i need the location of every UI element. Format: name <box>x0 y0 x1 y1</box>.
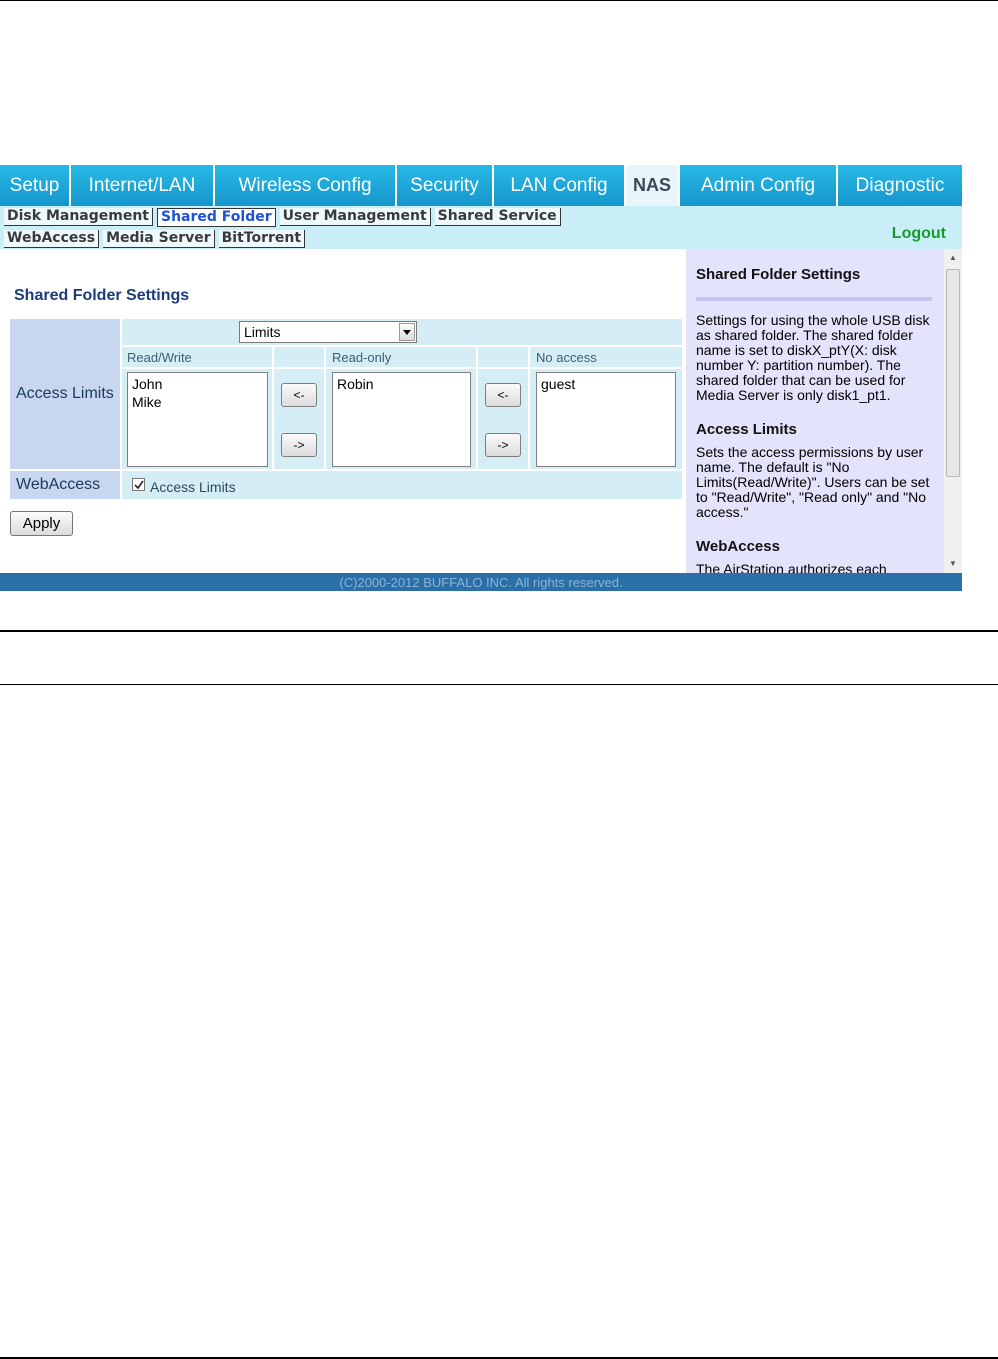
read-write-user-list[interactable]: John Mike <box>127 372 268 467</box>
tab-nas[interactable]: NAS <box>626 165 680 206</box>
na-list-cell <box>530 369 682 469</box>
scroll-thumb[interactable] <box>946 269 960 477</box>
ro-list-cell <box>326 369 476 469</box>
rule-upper <box>0 630 998 632</box>
read-only-user-list[interactable]: Robin <box>332 372 471 467</box>
subtab-disk-management[interactable]: Disk Management <box>4 208 153 226</box>
help-webaccess-heading: WebAccess <box>696 538 780 555</box>
help-scrollbar[interactable] <box>944 249 962 573</box>
webaccess-checkbox-label: Access Limits <box>150 479 236 495</box>
subtab-shared-folder[interactable]: Shared Folder <box>157 208 276 227</box>
rw-header-cell <box>122 347 272 367</box>
checkmark-icon <box>134 480 144 490</box>
tab-setup[interactable]: Setup <box>0 165 71 206</box>
scroll-down-icon[interactable]: ▼ <box>949 559 957 568</box>
no-access-user-list[interactable]: guest <box>536 372 676 467</box>
page-title: Shared Folder Settings <box>14 287 190 304</box>
main-content <box>0 249 686 573</box>
tab-internet-lan[interactable]: Internet/LAN <box>71 165 215 206</box>
footer-copyright: (C)2000-2012 BUFFALO INC. All rights reserved. <box>0 573 962 591</box>
move-buttons-2 <box>478 369 528 469</box>
move-right-button-2[interactable]: -> <box>485 433 521 457</box>
move-left-button-2[interactable]: <- <box>485 383 521 407</box>
help-panel <box>686 249 944 573</box>
no-access-header: No access <box>536 350 597 365</box>
shared-folder-settings-table <box>10 319 682 499</box>
move-left-button[interactable]: <- <box>281 383 317 407</box>
help-divider <box>696 297 932 301</box>
na-header-cell <box>530 347 682 367</box>
access-limits-label: Access Limits <box>10 319 120 469</box>
subtab-user-management[interactable]: User Management <box>280 208 431 226</box>
subtab-media-server[interactable]: Media Server <box>103 230 215 248</box>
top-rule <box>0 0 998 1</box>
move-buttons-1 <box>274 369 324 469</box>
apply-button[interactable]: Apply <box>10 511 73 536</box>
chevron-down-icon[interactable] <box>399 323 415 341</box>
rw-list-cell <box>122 369 272 469</box>
tab-lan-config[interactable]: LAN Config <box>494 165 626 206</box>
router-admin-screenshot <box>0 165 962 591</box>
help-title: Shared Folder Settings <box>696 266 861 283</box>
read-write-header: Read/Write <box>127 350 192 365</box>
subtab-bittorrent[interactable]: BitTorrent <box>219 230 305 248</box>
subtab-shared-service[interactable]: Shared Service <box>435 208 561 226</box>
webaccess-cell <box>122 471 682 499</box>
rule-lower <box>0 684 998 685</box>
tab-wireless-config[interactable]: Wireless Config <box>215 165 397 206</box>
spacer-cell <box>274 347 324 367</box>
subtab-webaccess[interactable]: WebAccess <box>4 230 99 248</box>
move-right-button[interactable]: -> <box>281 433 317 457</box>
access-mode-select[interactable] <box>239 321 417 343</box>
tab-diagnostic[interactable]: Diagnostic <box>838 165 962 206</box>
mode-row <box>122 319 682 345</box>
main-tab-bar <box>0 165 962 206</box>
read-only-header: Read-only <box>332 350 392 365</box>
access-mode-value: Limits <box>244 324 281 340</box>
help-access-limits-heading: Access Limits <box>696 421 797 438</box>
tab-security[interactable]: Security <box>397 165 494 206</box>
tab-admin-config[interactable]: Admin Config <box>680 165 838 206</box>
sub-tab-bar <box>0 206 962 249</box>
scroll-up-icon[interactable]: ▲ <box>949 253 957 262</box>
spacer-cell <box>478 347 528 367</box>
help-access-limits-text: Sets the access permissions by user name. The default is "No Limits(Read/Write)". Users can be set to "Read/Write", "Read only" and "No access." <box>696 444 930 520</box>
help-webaccess-text: The AirStation authorizes each <box>696 561 887 573</box>
ro-header-cell <box>326 347 476 367</box>
help-intro: Settings for using the whole USB disk as shared folder. The shared folder name is set to diskX_ptY(X: disk number Y: partition number). The shared folder that can be used for Media Server is only disk1_pt1. <box>696 312 930 403</box>
logout-link[interactable]: Logout <box>891 225 946 242</box>
webaccess-label: WebAccess <box>10 471 120 499</box>
webaccess-checkbox[interactable] <box>132 478 145 491</box>
